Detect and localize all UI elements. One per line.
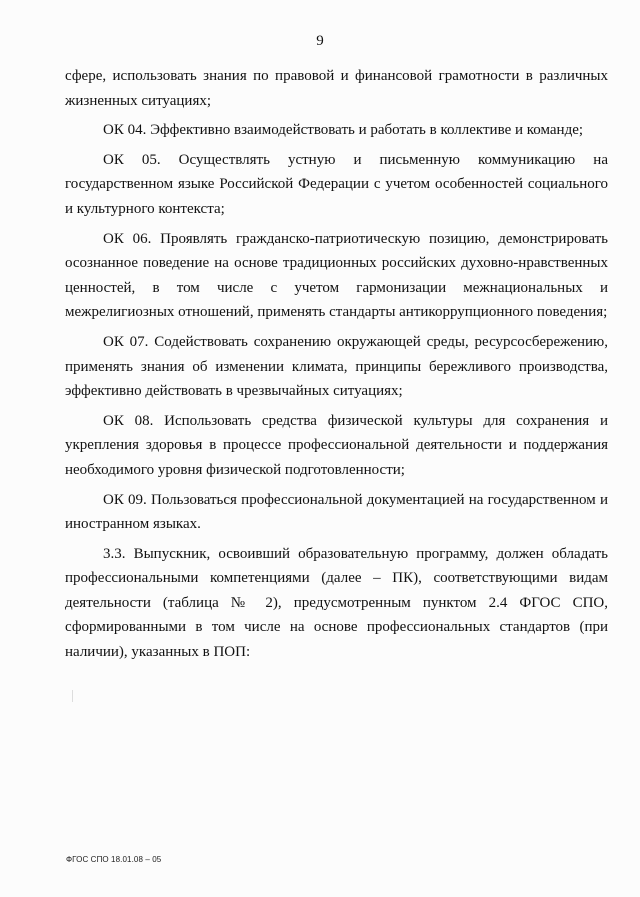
page-number: 9 bbox=[316, 33, 324, 49]
paragraph-ok-09: ОК 09. Пользоваться профессиональной документацией на государственном и иностранном языках. bbox=[65, 491, 608, 533]
document-body bbox=[65, 64, 608, 665]
document-footer: ФГОС СПО 18.01.08 – 05 bbox=[66, 855, 162, 864]
paragraph-ok-04: ОК 04. Эффективно взаимодействовать и работать в коллективе и команде; bbox=[103, 122, 584, 139]
paragraph-ok-08: ОК 08. Использовать средства физической культуры для сохранения и укрепления здоровья в процессе профессиональной деятельности и поддержания необходимого уровня физической подготовленности; bbox=[65, 412, 608, 478]
paragraph-3-3: 3.3. Выпускник, освоивший образовательную программу, должен обладать профессиональными компетенциями (далее – ПК), соответствующими видам деятельности (таблица № 2), предусмотренным пунктом 2.4 ФГОС СПО, сформированными в том числе на основе профессиональных стандартов (при наличии), указанных в ПОП: bbox=[65, 545, 608, 661]
paragraph-ok-07: ОК 07. Содействовать сохранению окружающей среды, ресурсосбережению, применять знания об изменении климата, принципы бережливого производства, эффективно действовать в чрезвычайных ситуациях; bbox=[65, 333, 608, 400]
paragraph-ok-06: ОК 06. Проявлять гражданско-патриотическую позицию, демонстрировать осознанное поведение на основе традиционных российских духовно-нравственных ценностей, в том числе с учетом гармонизации межнациональных и межрелигиозных отношений, применять стандарты антикоррупционного поведения; bbox=[65, 230, 608, 321]
paragraph-ok-05: ОК 05. Осуществлять устную и письменную коммуникацию на государственном языке Российской Федерации с учетом особенностей социального и культурного контекста; bbox=[65, 151, 608, 217]
scan-artifact bbox=[72, 690, 73, 702]
paragraph-continuation: сфере, использовать знания по правовой и финансовой грамотности в различных жизненных ситуациях; bbox=[65, 68, 608, 109]
